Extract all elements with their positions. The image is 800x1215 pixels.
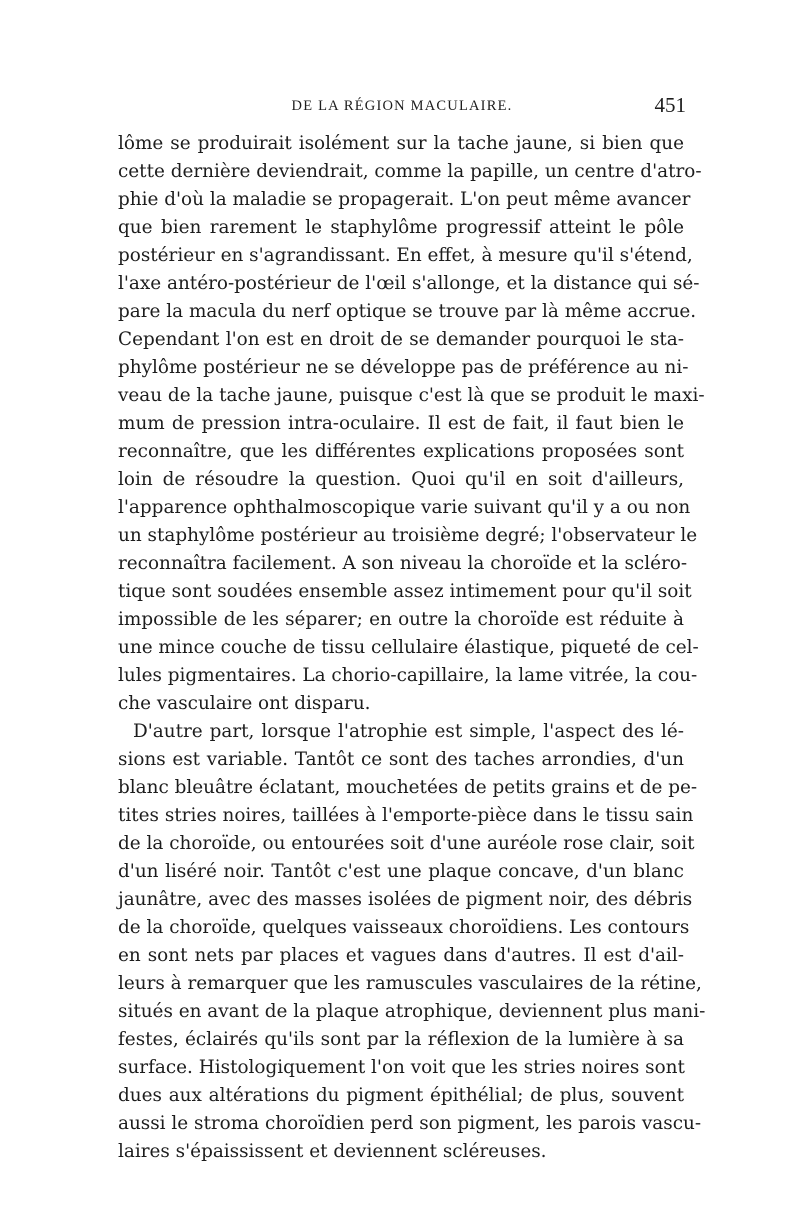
- text-line: l'axe antéro-postérieur de l'œil s'allonge, et la distance qui sé-: [118, 273, 700, 294]
- text-line: que bien rarement le staphylôme progressif atteint le pôle: [118, 217, 684, 238]
- text-line: leurs à remarquer que les ramuscules vasculaires de la rétine,: [118, 973, 702, 994]
- text-line: lules pigmentaires. La chorio-capillaire, la lame vitrée, la cou-: [118, 665, 698, 686]
- text-line: jaunâtre, avec des masses isolées de pigment noir, des débris: [118, 889, 693, 910]
- text-line: pare la macula du nerf optique se trouve par là même accrue.: [118, 301, 697, 322]
- text-line: postérieur en s'agrandissant. En effet, à mesure qu'il s'étend,: [118, 245, 693, 266]
- text-line: phie d'où la maladie se propagerait. L'on peut même avancer: [118, 189, 691, 210]
- text-line: impossible de les séparer; en outre la choroïde est réduite à: [118, 609, 684, 630]
- text-line: de la choroïde, quelques vaisseaux choroïdiens. Les contours: [118, 917, 690, 938]
- text-line: mum de pression intra-oculaire. Il est de fait, il faut bien le: [118, 413, 684, 434]
- text-line: tites stries noires, taillées à l'emporte-pièce dans le tissu sain: [118, 805, 694, 826]
- text-line: aussi le stroma choroïdien perd son pigment, les parois vascu-: [118, 1113, 702, 1134]
- text-line: reconnaîtra facilement. A son niveau la choroïde et la scléro-: [118, 553, 688, 574]
- running-head: [118, 93, 686, 120]
- text-line: situés en avant de la plaque atrophique, deviennent plus mani-: [118, 1001, 706, 1022]
- text-line: blanc bleuâtre éclatant, mouchetées de petits grains et de pe-: [118, 777, 698, 798]
- text-line: en sont nets par places et vagues dans d'autres. Il est d'ail-: [118, 945, 684, 966]
- text-line: phylôme postérieur ne se développe pas de préférence au ni-: [118, 357, 689, 378]
- text-line: laires s'épaississent et deviennent scléreuses.: [118, 1141, 547, 1162]
- text-line: veau de la tache jaune, puisque c'est là que se produit le maxi-: [118, 385, 705, 406]
- text-line: surface. Histologiquement l'on voit que les stries noires sont: [118, 1057, 685, 1078]
- text-line: loin de résoudre la question. Quoi qu'il en soit d'ailleurs,: [118, 469, 684, 490]
- text-line: festes, éclairés qu'ils sont par la réflexion de la lumière à sa: [118, 1029, 684, 1050]
- text-line: D'autre part, lorsque l'atrophie est simple, l'aspect des lé-: [133, 721, 684, 742]
- text-line: l'apparence ophthalmoscopique varie suivant qu'il y a ou non: [118, 497, 691, 518]
- text-line: de la choroïde, ou entourées soit d'une auréole rose clair, soit: [118, 833, 695, 854]
- text-line: lôme se produirait isolément sur la tache jaune, si bien que: [118, 133, 684, 154]
- page-number: 451: [654, 93, 686, 117]
- text-line: Cependant l'on est en droit de se demander pourquoi le sta-: [118, 329, 684, 350]
- text-line: une mince couche de tissu cellulaire élastique, piqueté de cel-: [118, 637, 699, 658]
- text-line: reconnaître, que les différentes explications proposées sont: [118, 441, 684, 462]
- text-line: cette dernière deviendrait, comme la papille, un centre d'atro-: [118, 161, 702, 182]
- text-line: tique sont soudées ensemble assez intimement pour qu'il soit: [118, 581, 692, 602]
- text-line: d'un liséré noir. Tantôt c'est une plaque concave, d'un blanc: [118, 861, 684, 882]
- text-line: un staphylôme postérieur au troisième degré; l'observateur le: [118, 525, 698, 546]
- text-line: dues aux altérations du pigment épithélial; de plus, souvent: [118, 1085, 684, 1106]
- running-title: DE LA RÉGION MACULAIRE.: [291, 98, 513, 114]
- text-line: che vasculaire ont disparu.: [118, 693, 371, 714]
- text-line: sions est variable. Tantôt ce sont des taches arrondies, d'un: [118, 749, 684, 770]
